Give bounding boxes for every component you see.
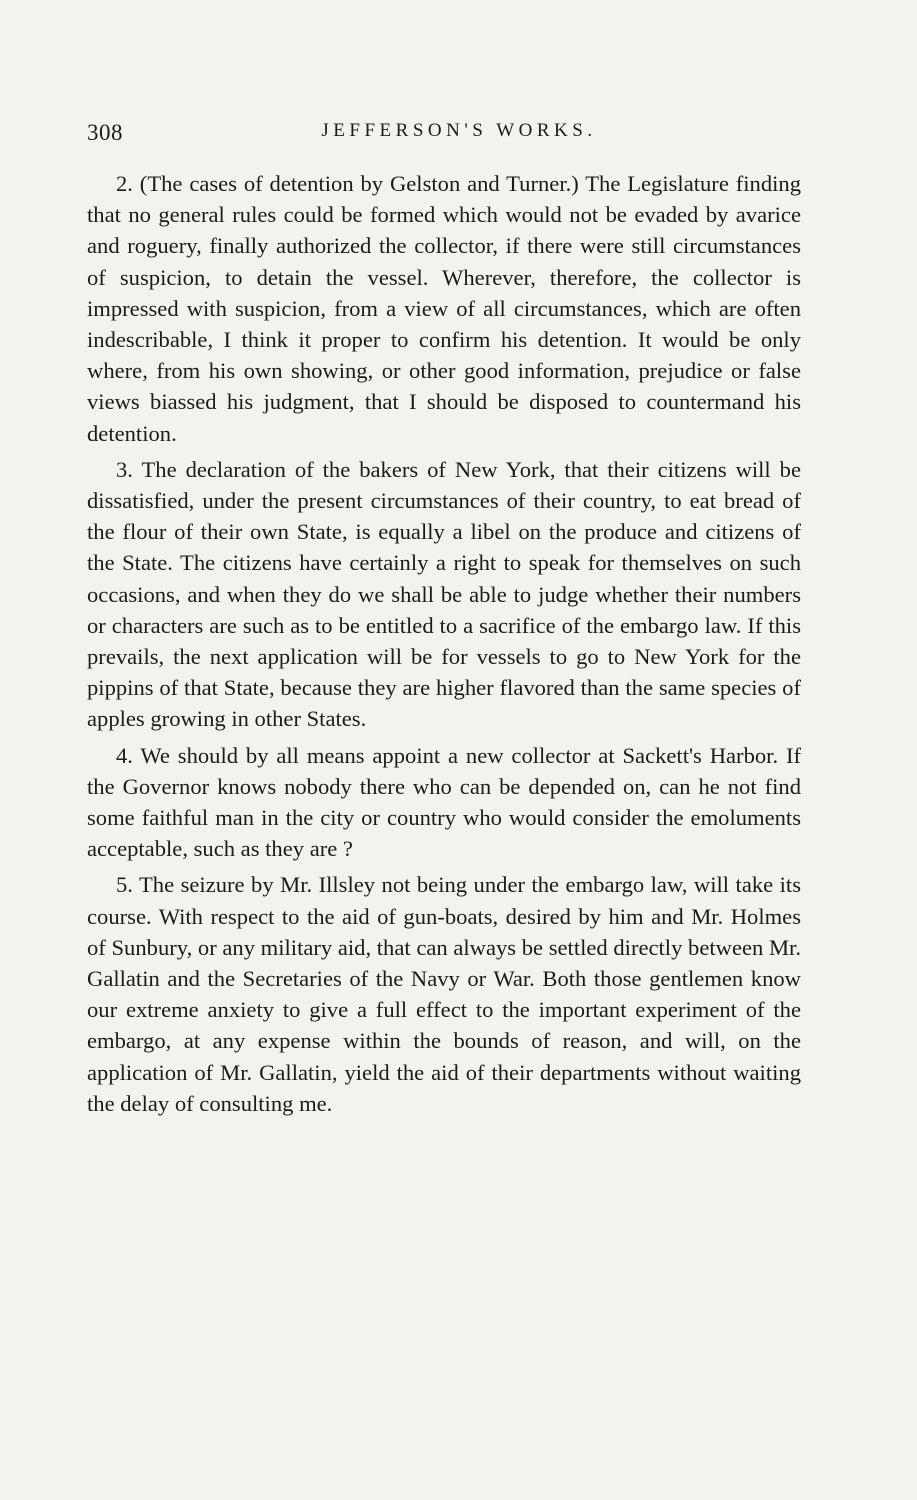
paragraph-2: 2. (The cases of detention by Gelston and Turner.) The Legislature finding that no general rules could be formed which would not be evaded by avarice and roguery, finally authorized the collector, if there were still circumstances of suspicion, to detain the vessel. Wherever, therefore, the collector is impressed with suspicion, from a view of all circumstances, which are often indescribable, I think it proper to confirm his detention. It would be only where, from his own showing, or other good information, prejudice or false views biassed his judgment, that I should be disposed to countermand his detention. xyxy=(87,171,801,446)
paragraph-4: 4. We should by all means appoint a new collector at Sackett's Harbor. If the Governor knows nobody there who can be depended on, can he not find some faithful man in the city or country who would consider the emoluments acceptable, such as they are ? xyxy=(87,742,801,862)
body-text xyxy=(87,168,801,1124)
running-head: JEFFERSON'S WORKS. xyxy=(321,120,597,141)
paragraph-3: 3. The declaration of the bakers of New York, that their citizens will be dissatisfied, under the present circumstances of their country, to eat bread of the flour of their own State, is equally a libel on the produce and citizens of the State. The citizens have certainly a right to speak for themselves on such occasions, and when they do we shall be able to judge whether their numbers or characters are such as to be entitled to a sacrifice of the embargo law. If this prevails, the next application will be for vessels to go to New York for the pippins of that State, because they are higher flavored than the same species of apples growing in other States. xyxy=(87,456,801,732)
paragraph-5: 5. The seizure by Mr. Illsley not being under the embargo law, will take its course. With respect to the aid of gun-boats, desired by him and Mr. Holmes of Sunbury, or any military aid, that can always be settled directly between Mr. Gallatin and the Secretaries of the Navy or War. Both those gentlemen know our extreme anxiety to give a full effect to the important experiment of the embargo, at any expense within the bounds of reason, and will, on the application of Mr. Gallatin, yield the aid of their departments without waiting the delay of consulting me. xyxy=(87,872,801,1116)
page-number: 308 xyxy=(87,120,123,145)
page-header xyxy=(87,120,801,154)
